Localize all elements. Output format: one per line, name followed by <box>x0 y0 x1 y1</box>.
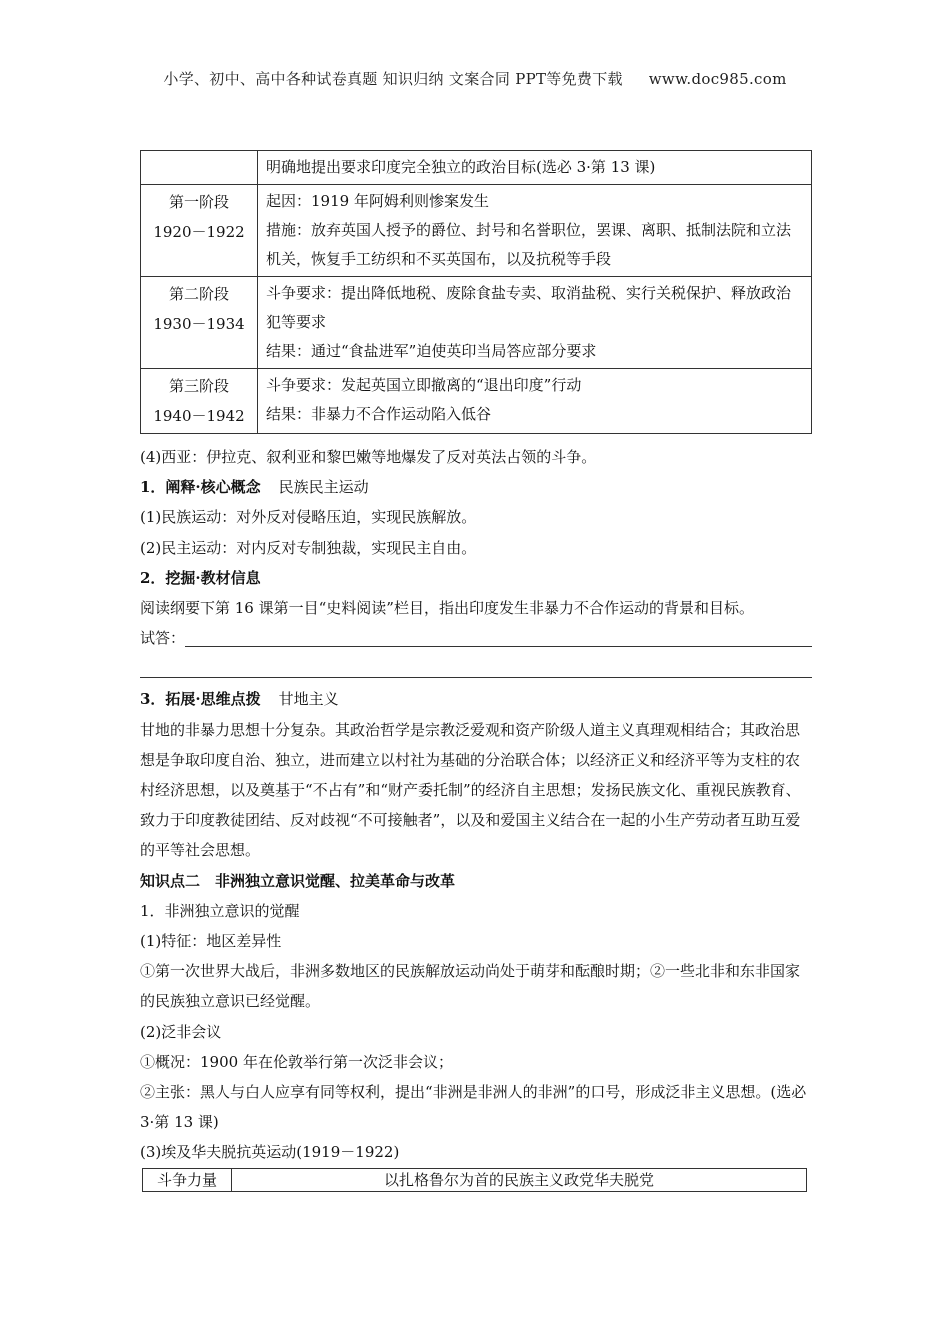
pan-african-heading: (2)泛非会议 <box>140 1022 222 1041</box>
table-row <box>143 1168 807 1191</box>
stage-name: 第一阶段 <box>168 193 229 211</box>
africa-awakening-heading: 1．非洲独立意识的觉醒 <box>140 901 300 920</box>
stage-period: 1940－1942 <box>153 407 245 425</box>
democratic-movement-definition: (2)民主运动：对内反对专制独裁，实现民主自由。 <box>140 538 477 557</box>
section-2-heading: 2．挖掘·教材信息 <box>140 568 261 587</box>
stage-period: 1930－1934 <box>153 315 245 333</box>
desc-cell: 起因：1919 年阿姆利则惨案发生 措施：放弃英国人授予的爵位、封号和名誉职位，罢课、离职、抵制法院和立法机关，恢复手工纺织和不买英国布，以及抗税等手段 <box>258 185 812 277</box>
wafd-table <box>142 1168 807 1192</box>
pan-african-claims: ②主张：黑人与白人应享有同等权利，提出“非洲是非洲人的非洲”的口号，形成泛非主义思想。(选必 3·第 13 课) <box>140 1083 807 1132</box>
page-header <box>0 68 950 89</box>
table-row <box>141 369 812 434</box>
gandhism-paragraph: 甘地的非暴力思想十分复杂。其政治哲学是宗教泛爱观和资产阶级人道主义真理观相结合；其政治思想是争取印度自治、独立，进而建立以村社为基础的分治联合体；以经济正义和经济平等为支柱的农村经济思想，以及奠基于“不占有”和“财产委托制”的经济自主思想；发扬民族文化、重视民族教育、致力于印度教徒团结、反对歧视“不可接触者”，以及和爱国主义结合在一起的小生产劳动者互助互爱的平等社会思想。 <box>140 720 801 860</box>
wafd-label: 斗争力量 <box>143 1168 232 1191</box>
main-body <box>140 442 812 1192</box>
section-3-heading: 3．拓展·思维点拨 甘地主义 <box>140 690 339 709</box>
knowledge-point-2-heading: 知识点二 非洲独立意识觉醒、拉美革命与改革 <box>140 871 456 890</box>
desc-cell: 斗争要求：提出降低地税、废除食盐专卖、取消盐税、实行关税保护、释放政治犯等要求 结果：通过“食盐进军”迫使英印当局答应部分要求 <box>258 277 812 369</box>
table-row <box>141 277 812 369</box>
wafd-value: 以扎格鲁尔为首的民族主义政党华夫脱党 <box>232 1168 807 1191</box>
section-2-question: 阅读纲要下第 16 课第一目“史料阅读”栏目，指出印度发生非暴力不合作运动的背景和目标。 <box>140 599 754 618</box>
desc-cell: 明确地提出要求印度完全独立的政治目标(选必 3·第 13 课) <box>258 151 812 185</box>
answer-line[interactable] <box>185 626 812 647</box>
egypt-wafd-heading: (3)埃及华夫脱抗英运动(1919－1922) <box>140 1143 400 1162</box>
answer-area[interactable] <box>140 623 812 653</box>
feature-paragraph: ①第一次世界大战后，非洲多数地区的民族解放运动尚处于萌芽和酝酿时期；②一些北非和东非国家的民族独立意识已经觉醒。 <box>140 962 801 1011</box>
stage-name: 第二阶段 <box>168 285 229 303</box>
table-row <box>141 151 812 185</box>
stage-cell <box>141 369 258 434</box>
section-1-heading: 1．阐释·核心概念 民族民主运动 <box>140 478 369 497</box>
stage-period: 1920－1922 <box>153 223 245 241</box>
feature-heading: (1)特征：地区差异性 <box>140 932 282 951</box>
pan-african-overview: ①概况：1900 年在伦敦举行第一次泛非会议； <box>140 1052 453 1071</box>
stage-table-container <box>140 150 812 434</box>
desc-cell: 斗争要求：发起英国立即撤离的“退出印度”行动 结果：非暴力不合作运动陷入低谷 <box>258 369 812 434</box>
answer-line[interactable] <box>140 653 812 678</box>
table-row <box>141 185 812 277</box>
header-text: 小学、初中、高中各种试卷真题 知识归纳 文案合同 PPT等免费下载 <box>163 70 623 88</box>
stage-name: 第三阶段 <box>168 377 229 395</box>
stage-cell <box>141 151 258 185</box>
answer-label: 试答： <box>140 629 186 648</box>
header-url: www.doc985.com <box>648 70 787 88</box>
stage-cell <box>141 185 258 277</box>
west-asia-paragraph: (4)西亚：伊拉克、叙利亚和黎巴嫩等地爆发了反对英法占领的斗争。 <box>140 448 597 466</box>
india-movement-table <box>140 150 812 434</box>
stage-cell <box>141 277 258 369</box>
national-movement-definition: (1)民族运动：对外反对侵略压迫，实现民族解放。 <box>140 508 477 527</box>
